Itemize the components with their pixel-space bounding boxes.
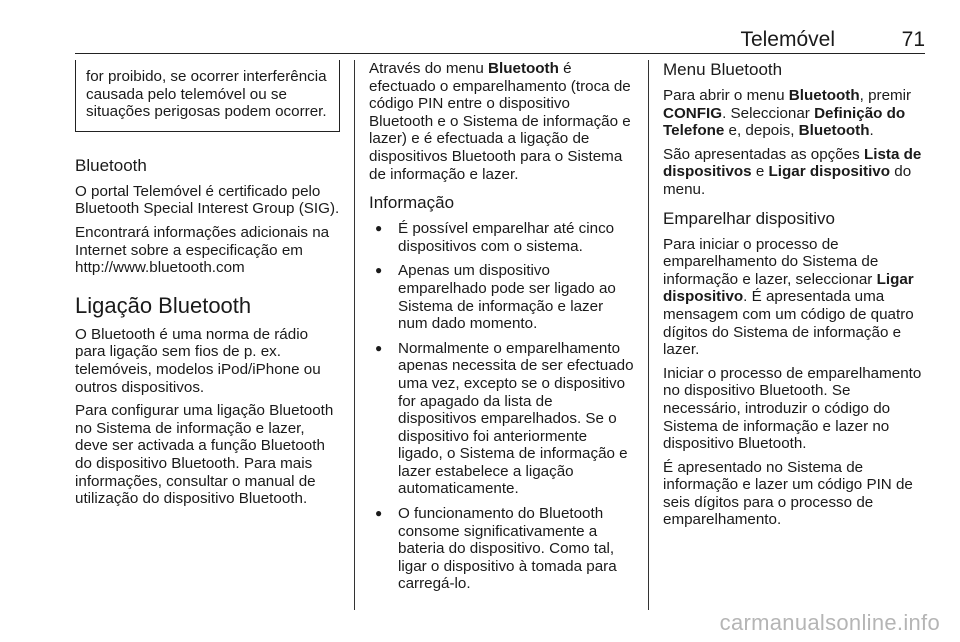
heading-ligacao-bluetooth: Ligação Bluetooth xyxy=(75,292,252,318)
page-number: 71 xyxy=(901,28,925,51)
list-item: ● Apenas um dispositivo emparelhado pode ser ligado ao Sistema de informação e lazer num dado momento. xyxy=(369,262,634,332)
paragraph: Para abrir o menu Bluetooth, premir CONFIG. Seleccionar Definição do Telefone e, depois, Bluetooth. xyxy=(663,87,912,140)
paragraph: Para configurar uma ligação Bluetooth no Sistema de informação e lazer, deve ser activada a função Bluetooth do dispositivo Bluetooth. Para mais informações, consultar o manual de utilização do dispositivo Bluetooth. xyxy=(75,402,334,508)
paragraph: O Bluetooth é uma norma de rádio para ligação sem fios de p. ex. telemóveis, modelos iPod/iPhone ou outros dispositivos. xyxy=(75,325,321,396)
bullet-list xyxy=(369,220,634,593)
heading-bluetooth: Bluetooth xyxy=(75,155,147,175)
list-item: ● O funcionamento do Bluetooth consome significativamente a bateria do dispositivo. Como tal, ligar o dispositivo à tomada para carregá-lo. xyxy=(369,505,634,593)
column-3 xyxy=(663,60,928,535)
watermark: carmanualsonline.info xyxy=(719,610,940,635)
column-2 xyxy=(369,60,634,600)
paragraph: O portal Telemóvel é certificado pelo Bluetooth Special Interest Group (SIG). xyxy=(75,182,340,218)
list-item: ● É possível emparelhar até cinco dispositivos com o sistema. xyxy=(369,220,634,255)
paragraph: Para iniciar o processo de emparelhamento do Sistema de informação e lazer, seleccionar Ligar dispositivo. É apresentada uma mensagem com um código de quatro dígitos do Sistema de informação e lazer. xyxy=(663,235,914,359)
paragraph: Através do menu Bluetooth é efectuado o emparelhamento (troca de código PIN entre o dispositivo Bluetooth e o Sistema de informação e lazer) e é efectuada a ligação de dispositivos Bluetooth para o Sistema de informação e lazer. xyxy=(369,60,631,183)
warning-text: for proibido, se ocorrer interferência causada pelo telemóvel ou se situações perigosas podem ocorrer. xyxy=(86,68,327,121)
column-divider xyxy=(648,60,649,610)
page-header xyxy=(75,26,925,52)
paragraph: Encontrará informações adicionais na Internet sobre a especificação em http://www.bluetooth.com xyxy=(75,223,330,277)
heading-emparelhar-dispositivo: Emparelhar dispositivo xyxy=(663,208,835,228)
heading-menu-bluetooth: Menu Bluetooth xyxy=(663,60,783,79)
paragraph: Iniciar o processo de emparelhamento no dispositivo Bluetooth. Se necessário, introduzir o código do Sistema de informação e lazer no dispositivo Bluetooth. xyxy=(663,364,922,453)
column-1 xyxy=(75,60,340,514)
list-item: ● Normalmente o emparelhamento apenas necessita de ser efectuado uma vez, excepto se o dispositivo for apagado da lista de dispositivos emparelhados. Se o dispositivo foi anteriormente ligado, o Sistema de informação e lazer estabelece a ligação automaticamente. xyxy=(369,340,634,498)
paragraph: São apresentadas as opções Lista de dispositivos e Ligar dispositivo do menu. xyxy=(663,145,922,198)
section-title: Telemóvel xyxy=(740,28,835,51)
paragraph: É apresentado no Sistema de informação e lazer um código PIN de seis dígitos para o processo de emparelhamento. xyxy=(663,458,913,529)
header-rule xyxy=(75,53,925,54)
warning-box xyxy=(75,60,340,132)
heading-informacao: Informação xyxy=(369,193,455,213)
column-divider xyxy=(354,60,355,610)
